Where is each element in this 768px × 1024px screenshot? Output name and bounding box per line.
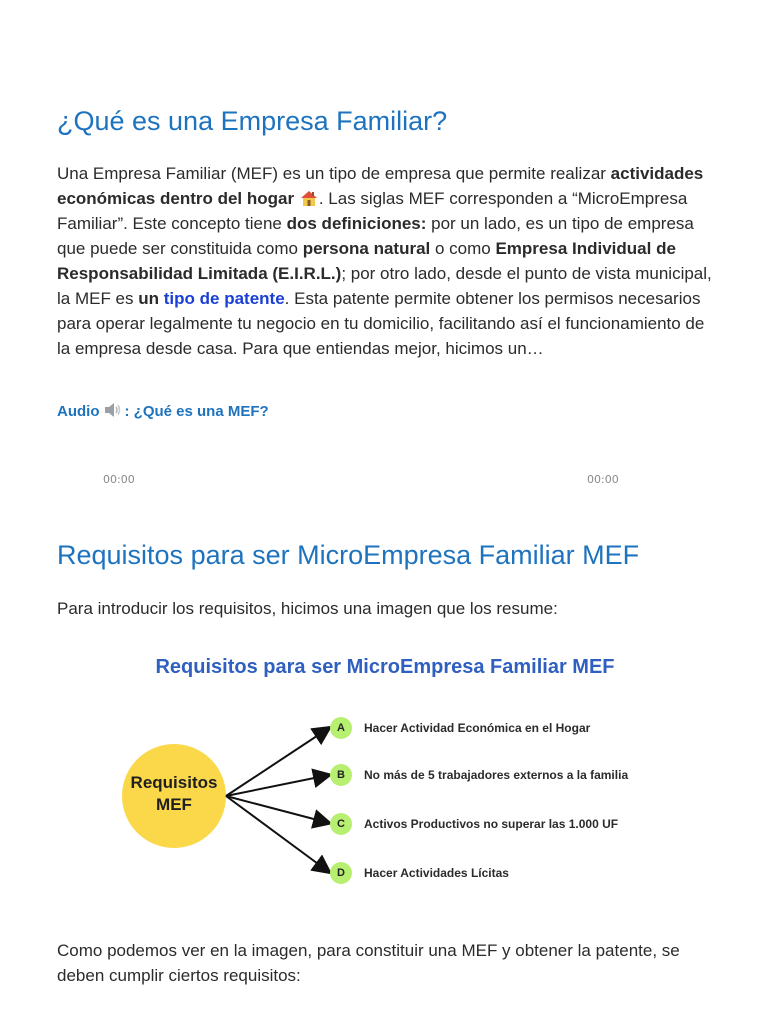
text-run: ; por otro lado, desde el punto de vista municipal, la MEF es <box>57 264 712 308</box>
item-d-badge: D <box>330 862 352 884</box>
circle-line-1: Requisitos <box>130 773 218 792</box>
audio-title: : ¿Qué es una MEF? <box>124 403 269 420</box>
speaker-icon <box>104 402 122 416</box>
text-run: o como <box>430 239 496 258</box>
bold-text: persona natural <box>302 239 431 258</box>
text-run: . Esta patente permite obtener los permisos necesarios para operar legalmente tu negocio en tu domicilio, facilitando así el funcionamiento de la empresa desde casa. Para que entiendas mejor, hicimos un… <box>57 289 705 358</box>
text-run: Una Empresa Familiar (MEF) es un tipo de empresa que permite realizar <box>57 164 611 183</box>
audio-current-time: 00:00 <box>103 473 135 486</box>
bold-text: actividades económicas dentro del hogar <box>57 164 704 208</box>
audio-word: Audio <box>57 403 100 420</box>
requisitos-figure <box>100 648 670 893</box>
arrow-c <box>226 796 329 823</box>
requisitos-intro-paragraph: Para introducir los requisitos, hicimos una imagen que los resume: <box>57 599 558 618</box>
text-run: . Las siglas MEF corresponden a “MicroEmpresa Familiar”. Este concepto tiene <box>57 189 688 233</box>
item-b-text: No más de 5 trabajadores externos a la familia <box>364 768 629 782</box>
section-heading-requisitos: Requisitos para ser MicroEmpresa Familiar MEF <box>57 540 640 570</box>
item-a-text: Hacer Actividad Económica en el Hogar <box>364 721 591 735</box>
item-c-text: Activos Productivos no superar las 1.000 UF <box>364 817 619 831</box>
item-b-badge: B <box>330 764 352 786</box>
item-d-text: Hacer Actividades Lícitas <box>364 866 509 880</box>
text-run: deben cumplir ciertos requisitos: <box>57 966 301 985</box>
item-a-badge: A <box>330 717 352 739</box>
intro-paragraph <box>57 161 713 361</box>
bold-text: un <box>138 289 160 308</box>
text-run: por un lado, es un tipo de empresa que puede ser constituida como <box>57 214 694 258</box>
item-c-badge: C <box>330 813 352 835</box>
bold-text: dos definiciones: <box>286 214 427 233</box>
figure-title: Requisitos para ser MicroEmpresa Familiar MEF <box>155 656 615 678</box>
text-run: Como podemos ver en la imagen, para constituir una MEF y obtener la patente, se <box>57 941 680 960</box>
patente-link[interactable]: tipo de patente <box>163 289 285 308</box>
requisitos-bottom-paragraph <box>57 938 713 988</box>
circle-line-2: MEF <box>156 795 192 814</box>
house-emoji-icon <box>300 189 318 207</box>
audio-player[interactable] <box>97 466 627 492</box>
bold-text: Empresa Individual de Responsabilidad Limitada (E.I.R.L.) <box>57 239 676 283</box>
audio-duration: 00:00 <box>587 473 619 486</box>
circle-label <box>122 772 226 816</box>
arrow-d <box>226 796 329 872</box>
section-heading-que-es: ¿Qué es una Empresa Familiar? <box>57 106 448 136</box>
audio-label <box>57 401 269 423</box>
